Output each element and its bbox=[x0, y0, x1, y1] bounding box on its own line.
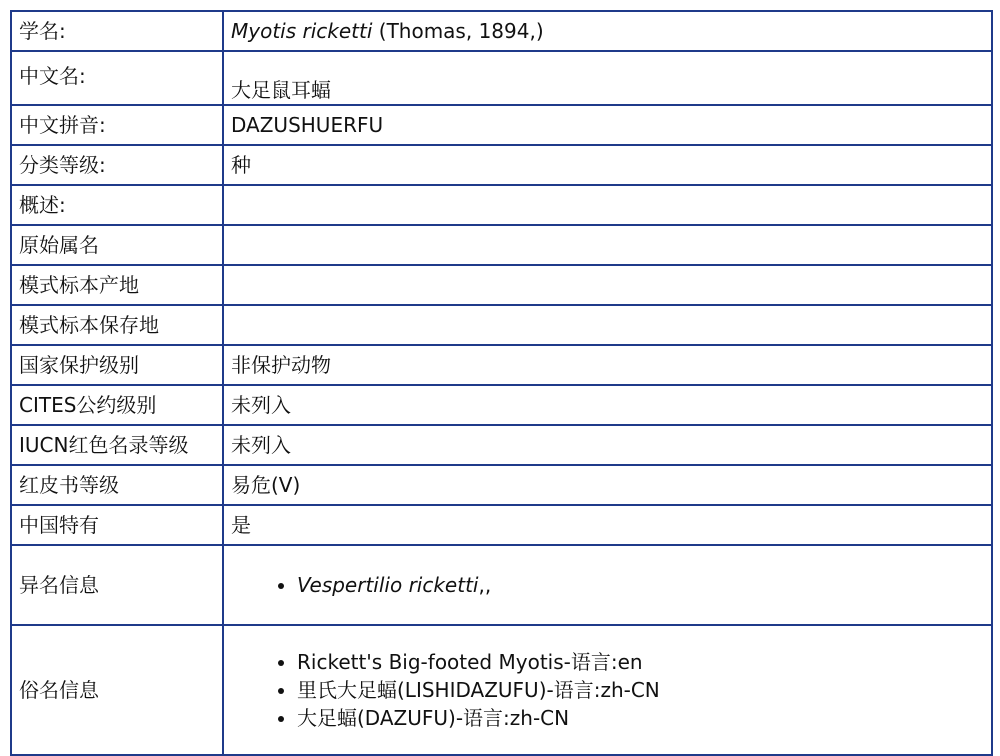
synonym-italic: Vespertilio ricketti bbox=[297, 573, 479, 597]
table-row-rank bbox=[11, 145, 992, 185]
row-label: 学名: bbox=[11, 11, 223, 51]
synonym-suffix: ,, bbox=[478, 573, 492, 597]
row-value: 种 bbox=[223, 145, 992, 185]
row-label: 中文名: bbox=[11, 51, 223, 105]
row-value: 易危(V) bbox=[223, 465, 992, 505]
synonyms-cell bbox=[223, 545, 992, 625]
row-value: DAZUSHUERFU bbox=[223, 105, 992, 145]
row-label: 红皮书等级 bbox=[11, 465, 223, 505]
table-row-synonyms bbox=[11, 545, 992, 625]
row-label: 分类等级: bbox=[11, 145, 223, 185]
row-label: 概述: bbox=[11, 185, 223, 225]
list-item: • Rickett's Big-footed Myotis-语言:en bbox=[297, 648, 984, 676]
table-row-original-genus bbox=[11, 225, 992, 265]
species-info-table bbox=[10, 10, 993, 756]
row-label: 俗名信息 bbox=[11, 625, 223, 755]
species-info-table-wrapper bbox=[10, 10, 991, 756]
table-row-national-protection bbox=[11, 345, 992, 385]
row-label: 模式标本产地 bbox=[11, 265, 223, 305]
list-item: • 大足蝠(DAZUFU)-语言:zh-CN bbox=[297, 704, 984, 732]
common-name-list bbox=[231, 648, 984, 732]
chinese-name-value: 大足鼠耳蝠 bbox=[231, 78, 331, 102]
row-value: 未列入 bbox=[223, 425, 992, 465]
scientific-name-authority: (Thomas, 1894,) bbox=[372, 19, 544, 43]
list-item: • 里氏大足蝠(LISHIDAZUFU)-语言:zh-CN bbox=[297, 676, 984, 704]
scientific-name-italic: Myotis ricketti bbox=[231, 19, 373, 43]
scientific-name-value bbox=[223, 11, 992, 51]
row-label: 国家保护级别 bbox=[11, 345, 223, 385]
row-value bbox=[223, 51, 992, 105]
row-value: 是 bbox=[223, 505, 992, 545]
row-value bbox=[223, 225, 992, 265]
row-label: IUCN红色名录等级 bbox=[11, 425, 223, 465]
row-label: 中国特有 bbox=[11, 505, 223, 545]
table-row-type-repository bbox=[11, 305, 992, 345]
row-value: 未列入 bbox=[223, 385, 992, 425]
row-label: 原始属名 bbox=[11, 225, 223, 265]
row-value bbox=[223, 185, 992, 225]
table-row-red-book bbox=[11, 465, 992, 505]
row-value bbox=[223, 265, 992, 305]
table-row-common-names bbox=[11, 625, 992, 755]
table-row-type-locality bbox=[11, 265, 992, 305]
row-label: 模式标本保存地 bbox=[11, 305, 223, 345]
table-row-scientific-name bbox=[11, 11, 992, 51]
row-label: CITES公约级别 bbox=[11, 385, 223, 425]
table-row-iucn bbox=[11, 425, 992, 465]
row-label: 异名信息 bbox=[11, 545, 223, 625]
synonym-list bbox=[231, 571, 984, 599]
table-row-cites bbox=[11, 385, 992, 425]
list-item bbox=[297, 571, 984, 599]
table-row-summary bbox=[11, 185, 992, 225]
table-row-pinyin bbox=[11, 105, 992, 145]
row-label: 中文拼音: bbox=[11, 105, 223, 145]
row-value: 非保护动物 bbox=[223, 345, 992, 385]
table-row-chinese-name bbox=[11, 51, 992, 105]
row-value bbox=[223, 305, 992, 345]
common-names-cell bbox=[223, 625, 992, 755]
table-row-endemic bbox=[11, 505, 992, 545]
